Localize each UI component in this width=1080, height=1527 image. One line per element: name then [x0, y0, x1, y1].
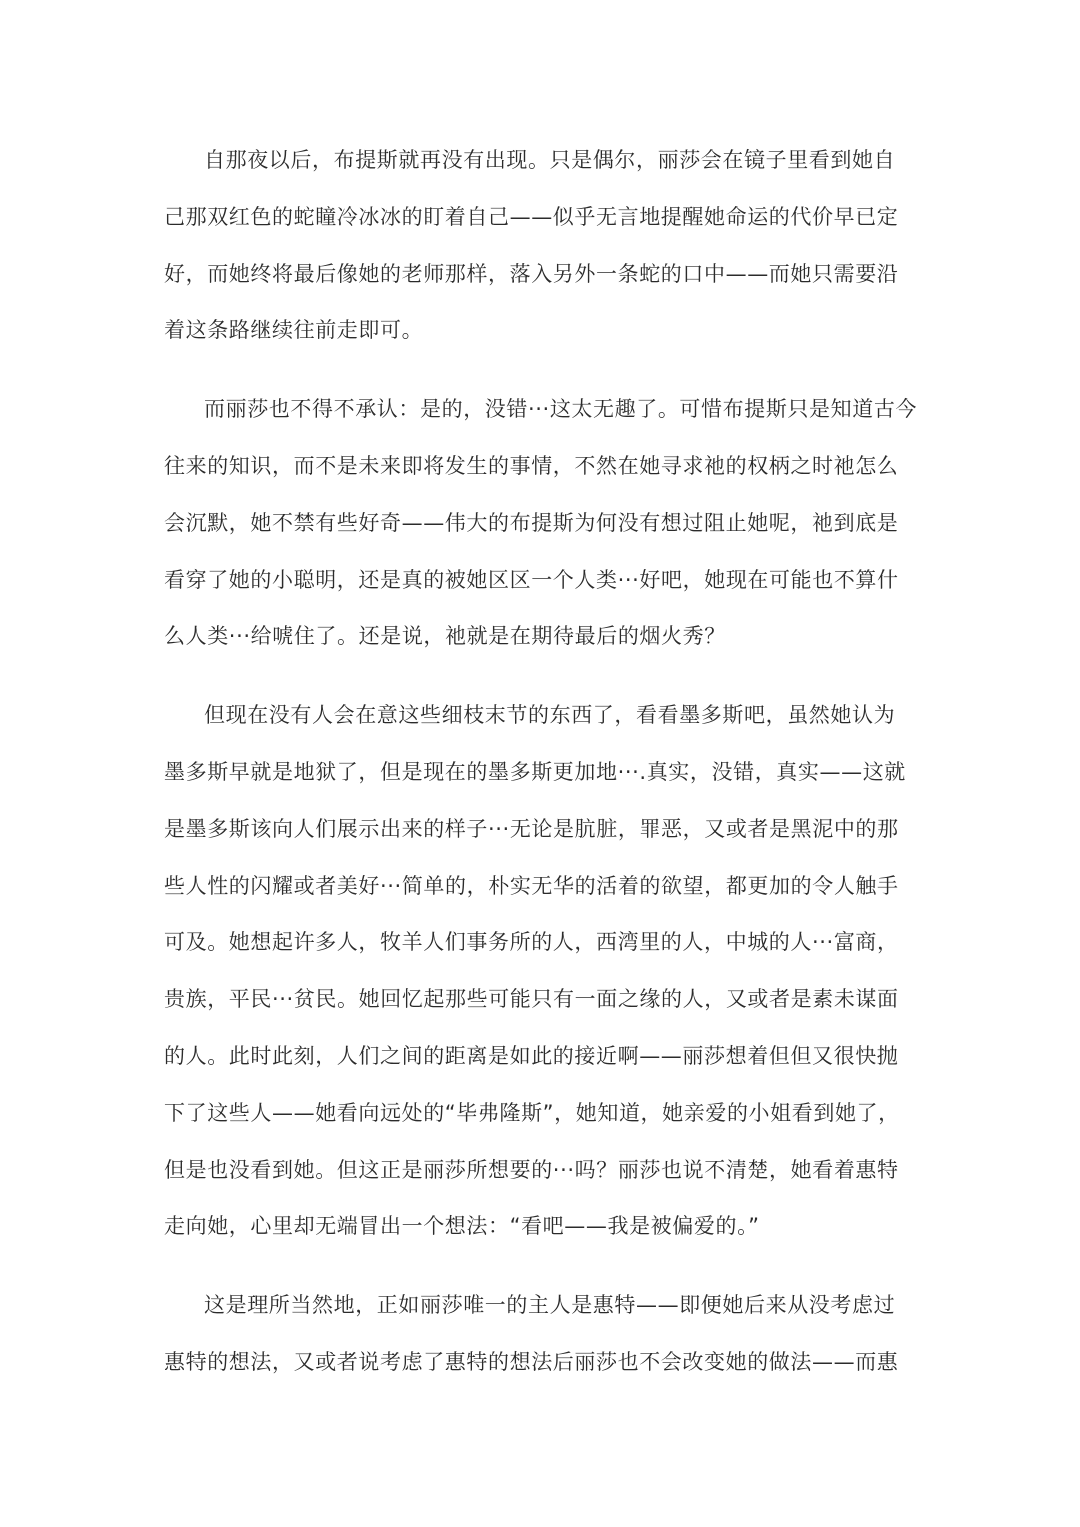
- text-line: 着这条路继续往前走即可。: [164, 318, 424, 343]
- text-line: 会沉默，她不禁有些好奇——伟大的布提斯为何没有想过阻止她呢，祂到底是: [164, 510, 899, 535]
- text-line: 往来的知识，而不是未来即将发生的事情，不然在她寻求祂的权柄之时祂怎么: [164, 453, 899, 478]
- text-line: 好，而她终将最后像她的老师那样，落入另外一条蛇的口中——而她只需要沿: [164, 261, 899, 286]
- text-line: 墨多斯早就是地狱了，但是现在的墨多斯更加地···.真实，没错，真实——这就: [164, 759, 906, 784]
- text-line: 的人。此时此刻，人们之间的距离是如此的接近啊——丽莎想着但但又很快抛: [164, 1043, 899, 1068]
- text-line: 些人性的闪耀或者美好···简单的，朴实无华的活着的欲望，都更加的令人触手: [164, 873, 899, 898]
- text-line: 走向她，心里却无端冒出一个想法：“看吧——我是被偏爱的。”: [164, 1214, 760, 1239]
- text-line: 但现在没有人会在意这些细枝末节的东西了，看看墨多斯吧，虽然她认为: [204, 703, 896, 728]
- text-line: 下了这些人——她看向远处的“毕弗隆斯”，她知道，她亲爱的小姐看到她了，: [164, 1100, 900, 1125]
- article-body: [164, 132, 918, 1413]
- text-line: 而丽莎也不得不承认：是的，没错···这太无趣了。可惜布提斯只是知道古今: [204, 397, 918, 422]
- text-line: 么人类···给唬住了。还是说，祂就是在期待最后的烟火秀？: [164, 624, 726, 649]
- text-line: 是墨多斯该向人们展示出来的样子···无论是肮脏，罪恶，又或者是黑泥中的那: [164, 816, 899, 841]
- text-line: 可及。她想起许多人，牧羊人们事务所的人，西湾里的人，中城的人···富商，: [164, 930, 899, 955]
- paragraph-4: [164, 1277, 914, 1391]
- text-line: 己那双红色的蛇瞳冷冰冰的盯着自己——似乎无言地提醒她命运的代价早已定: [164, 204, 899, 229]
- text-line: 看穿了她的小聪明，还是真的被她区区一个人类···好吧，她现在可能也不算什: [164, 567, 899, 592]
- paragraph-1: [164, 132, 914, 359]
- text-line: 自那夜以后，布提斯就再没有出现。只是偶尔，丽莎会在镜子里看到她自: [204, 148, 896, 172]
- text-line: 贵族，平民···贫民。她回忆起那些可能只有一面之缘的人，又或者是素未谋面: [164, 987, 899, 1012]
- paragraph-3: [164, 687, 914, 1255]
- text-line: 但是也没看到她。但这正是丽莎所想要的···吗？丽莎也说不清楚，她看着惠特: [164, 1157, 899, 1182]
- text-line: 惠特的想法，又或者说考虑了惠特的想法后丽莎也不会改变她的做法——而惠: [164, 1349, 899, 1374]
- text-line: 这是理所当然地，正如丽莎唯一的主人是惠特——即便她后来从没考虑过: [204, 1293, 896, 1318]
- paragraph-2: [164, 381, 918, 665]
